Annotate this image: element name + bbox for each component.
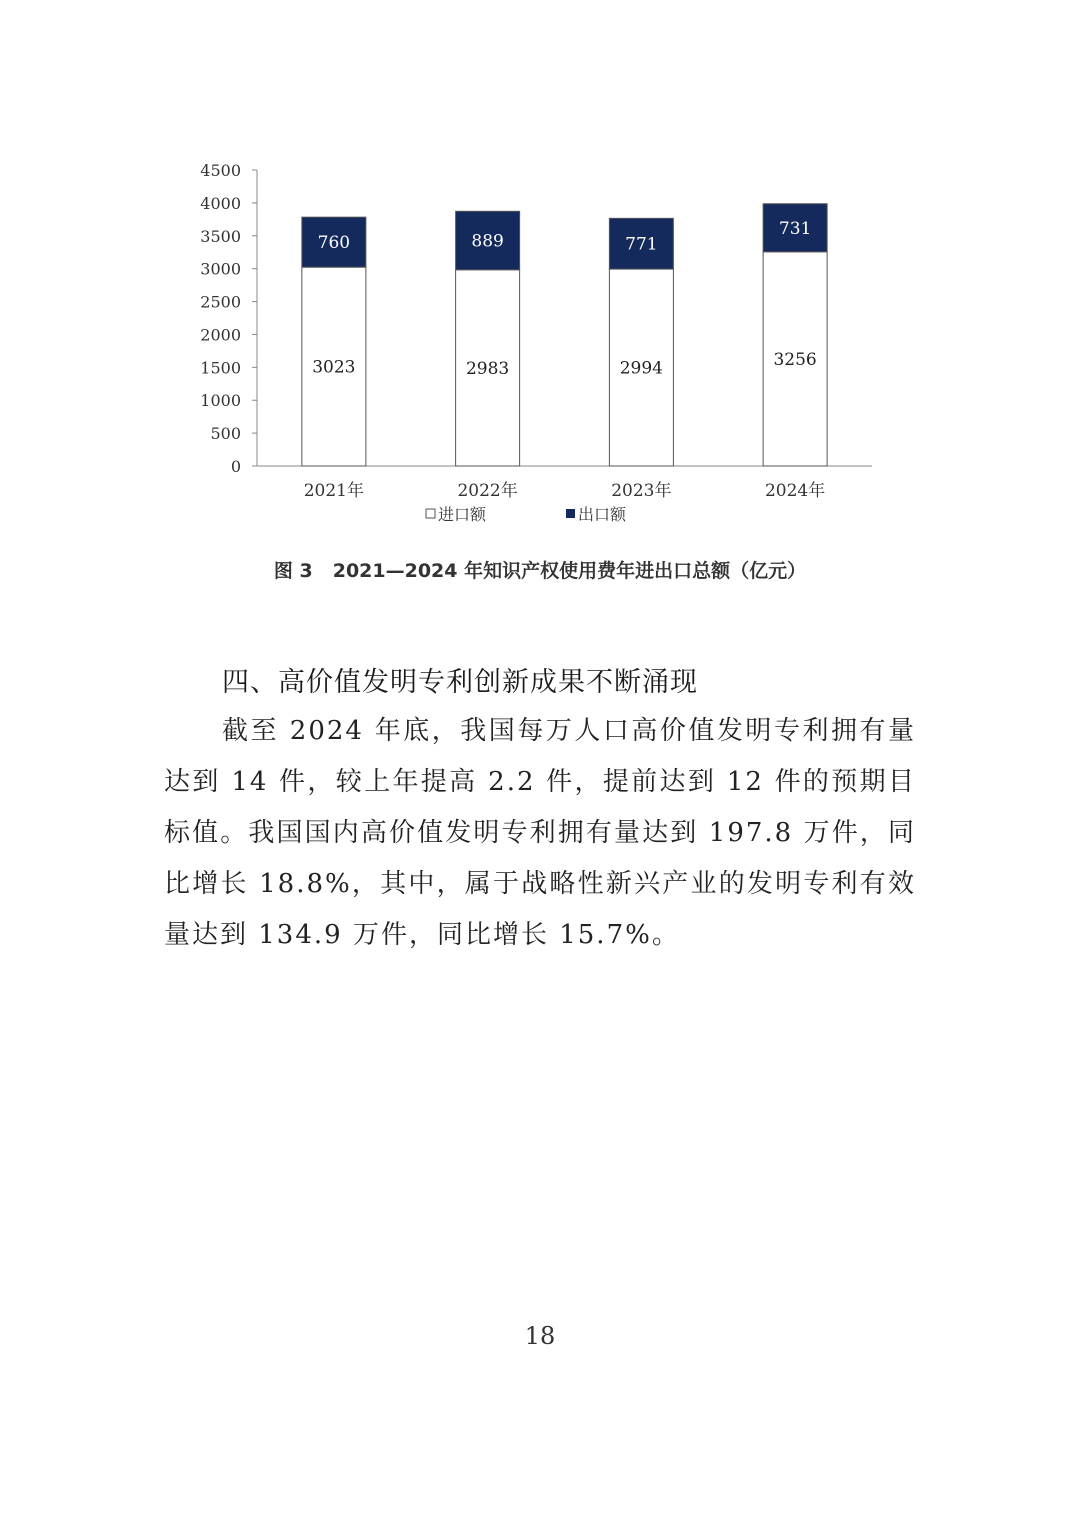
legend-label-import: 进口额 xyxy=(438,505,487,524)
y-tick-label: 2000 xyxy=(200,325,241,345)
data-label-import: 3256 xyxy=(773,349,817,370)
legend-swatch-import xyxy=(426,509,435,518)
figure-caption xyxy=(0,556,1080,583)
data-label-export: 731 xyxy=(778,218,812,239)
data-label-export: 771 xyxy=(625,234,658,255)
bar-chart xyxy=(0,0,1080,545)
legend-label-export: 出口额 xyxy=(578,505,627,524)
y-tick-label: 3000 xyxy=(200,259,241,279)
x-tick-label: 2021年 xyxy=(303,481,365,501)
figure-label: 图 3 xyxy=(273,560,313,582)
y-tick-label: 1000 xyxy=(200,391,241,411)
data-label-import: 2983 xyxy=(465,358,510,379)
y-tick-label: 3500 xyxy=(200,226,241,246)
page-number: 18 xyxy=(524,1322,556,1350)
section-heading: 四、高价值发明专利创新成果不断涌现 xyxy=(222,667,698,698)
x-tick-label: 2024年 xyxy=(764,481,826,501)
y-tick-label: 2500 xyxy=(200,292,241,312)
data-label-export: 889 xyxy=(471,231,504,252)
y-tick-label: 4000 xyxy=(200,193,241,213)
legend-swatch-export xyxy=(566,509,575,518)
y-tick-label: 0 xyxy=(230,457,241,476)
y-tick-label: 4500 xyxy=(200,161,241,180)
figure-title: 2021—2024 年知识产权使用费年进出口总额（亿元） xyxy=(332,560,807,582)
data-label-export: 760 xyxy=(317,233,351,254)
y-tick-label: 1500 xyxy=(200,358,241,378)
data-label-import: 3023 xyxy=(312,357,356,378)
x-tick-label: 2023年 xyxy=(611,481,672,501)
body-paragraph: 截至 2024 年底，我国每万人口高价值发明专利拥有量达到 14 件，较上年提高 2.2 件，提前达到 12 件的预期目标值。我国国内高价值发明专利拥有量达到 197.8 万件，同比增长 18.8%，其中，属于战略性新兴产业的发明专利有效量达到 134.9 万件，同比增长 15.7%。 xyxy=(164,716,916,950)
y-tick-label: 500 xyxy=(210,424,241,444)
x-tick-label: 2022年 xyxy=(457,481,518,501)
data-label-import: 2994 xyxy=(619,358,664,379)
